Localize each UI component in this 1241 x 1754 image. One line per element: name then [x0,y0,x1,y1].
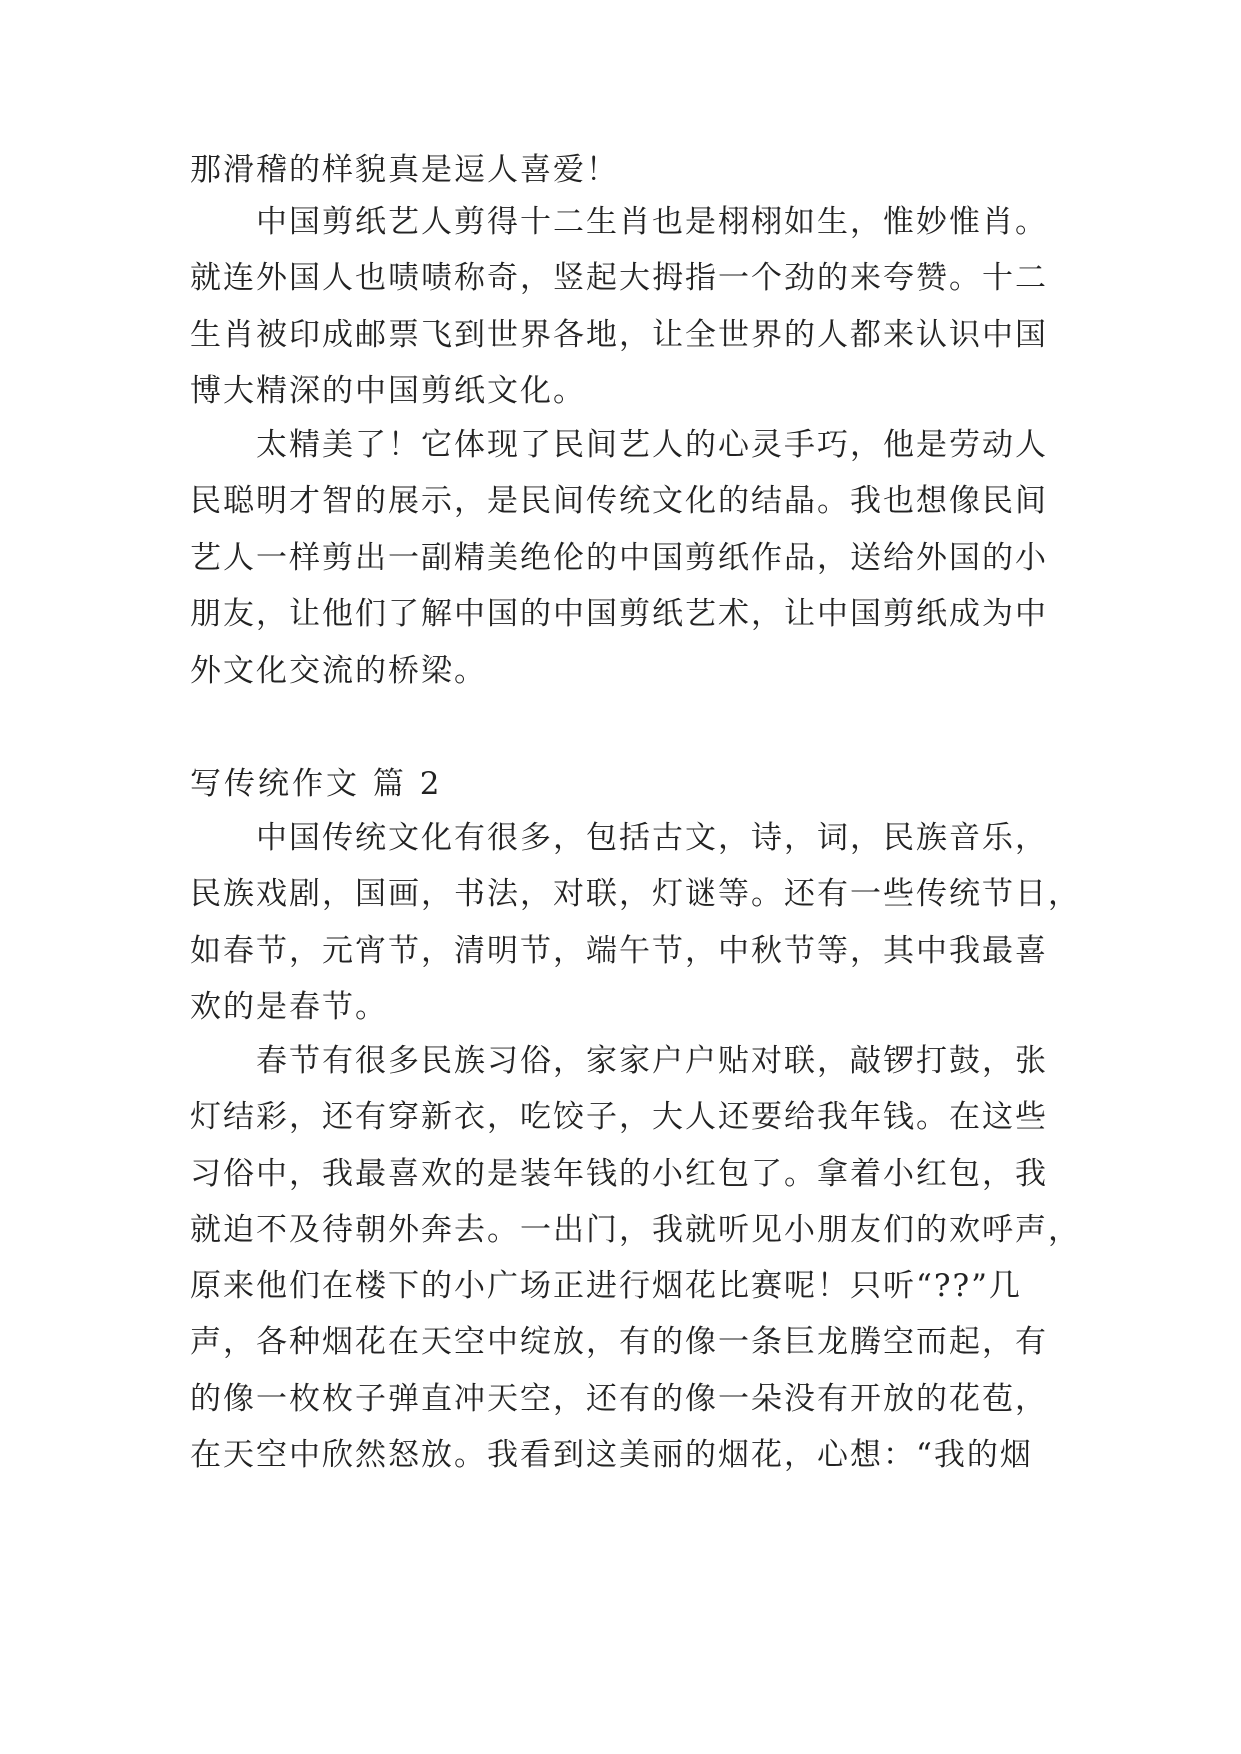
paragraph-line: 博大精深的中国剪纸文化。 [190,373,586,409]
paragraph-line: 欢的是春节。 [190,989,388,1025]
paragraph-line: 朋友，让他们了解中国的中国剪纸艺术，让中国剪纸成为中 [190,596,1048,632]
paragraph-line: 灯结彩，还有穿新衣，吃饺子，大人还要给我年钱。在这些 [190,1099,1048,1135]
paragraph-line: 外文化交流的桥梁。 [190,653,487,689]
paragraph-line: 中国传统文化有很多，包括古文，诗，词，民族音乐， [256,820,1048,856]
paragraph-line: 习俗中，我最喜欢的是装年钱的小红包了。拿着小红包，我 [190,1156,1048,1192]
paragraph-line: 民族戏剧，国画，书法，对联，灯谜等。还有一些传统节日， [190,876,1081,912]
paragraph-line: 就连外国人也啧啧称奇，竖起大拇指一个劲的来夸赞。十二 [190,260,1048,296]
paragraph-line: 生肖被印成邮票飞到世界各地，让全世界的人都来认识中国 [190,317,1048,353]
paragraph-line: 民聪明才智的展示，是民间传统文化的结晶。我也想像民间 [190,483,1048,519]
section-heading: 写传统作文 篇 2 [190,766,443,802]
paragraph-line: 就迫不及待朝外奔去。一出门，我就听见小朋友们的欢呼声， [190,1212,1081,1248]
paragraph-line: 那滑稽的样貌真是逗人喜爱！ [190,152,619,188]
paragraph-line: 原来他们在楼下的小广场正进行烟花比赛呢！只听“??”几 [190,1268,1022,1304]
paragraph-line: 在天空中欣然怒放。我看到这美丽的烟花，心想：“我的烟 [190,1437,1033,1473]
paragraph-line: 的像一枚枚子弹直冲天空，还有的像一朵没有开放的花苞， [190,1381,1048,1417]
paragraph-line: 如春节，元宵节，清明节，端午节，中秋节等，其中我最喜 [190,933,1048,969]
paragraph-line: 太精美了！它体现了民间艺人的心灵手巧，他是劳动人 [256,427,1048,463]
paragraph-line: 春节有很多民族习俗，家家户户贴对联，敲锣打鼓，张 [256,1043,1048,1079]
paragraph-line: 艺人一样剪出一副精美绝伦的中国剪纸作品，送给外国的小 [190,540,1048,576]
paragraph-line: 声，各种烟花在天空中绽放，有的像一条巨龙腾空而起，有 [190,1324,1048,1360]
paragraph-line: 中国剪纸艺人剪得十二生肖也是栩栩如生，惟妙惟肖。 [256,204,1048,240]
